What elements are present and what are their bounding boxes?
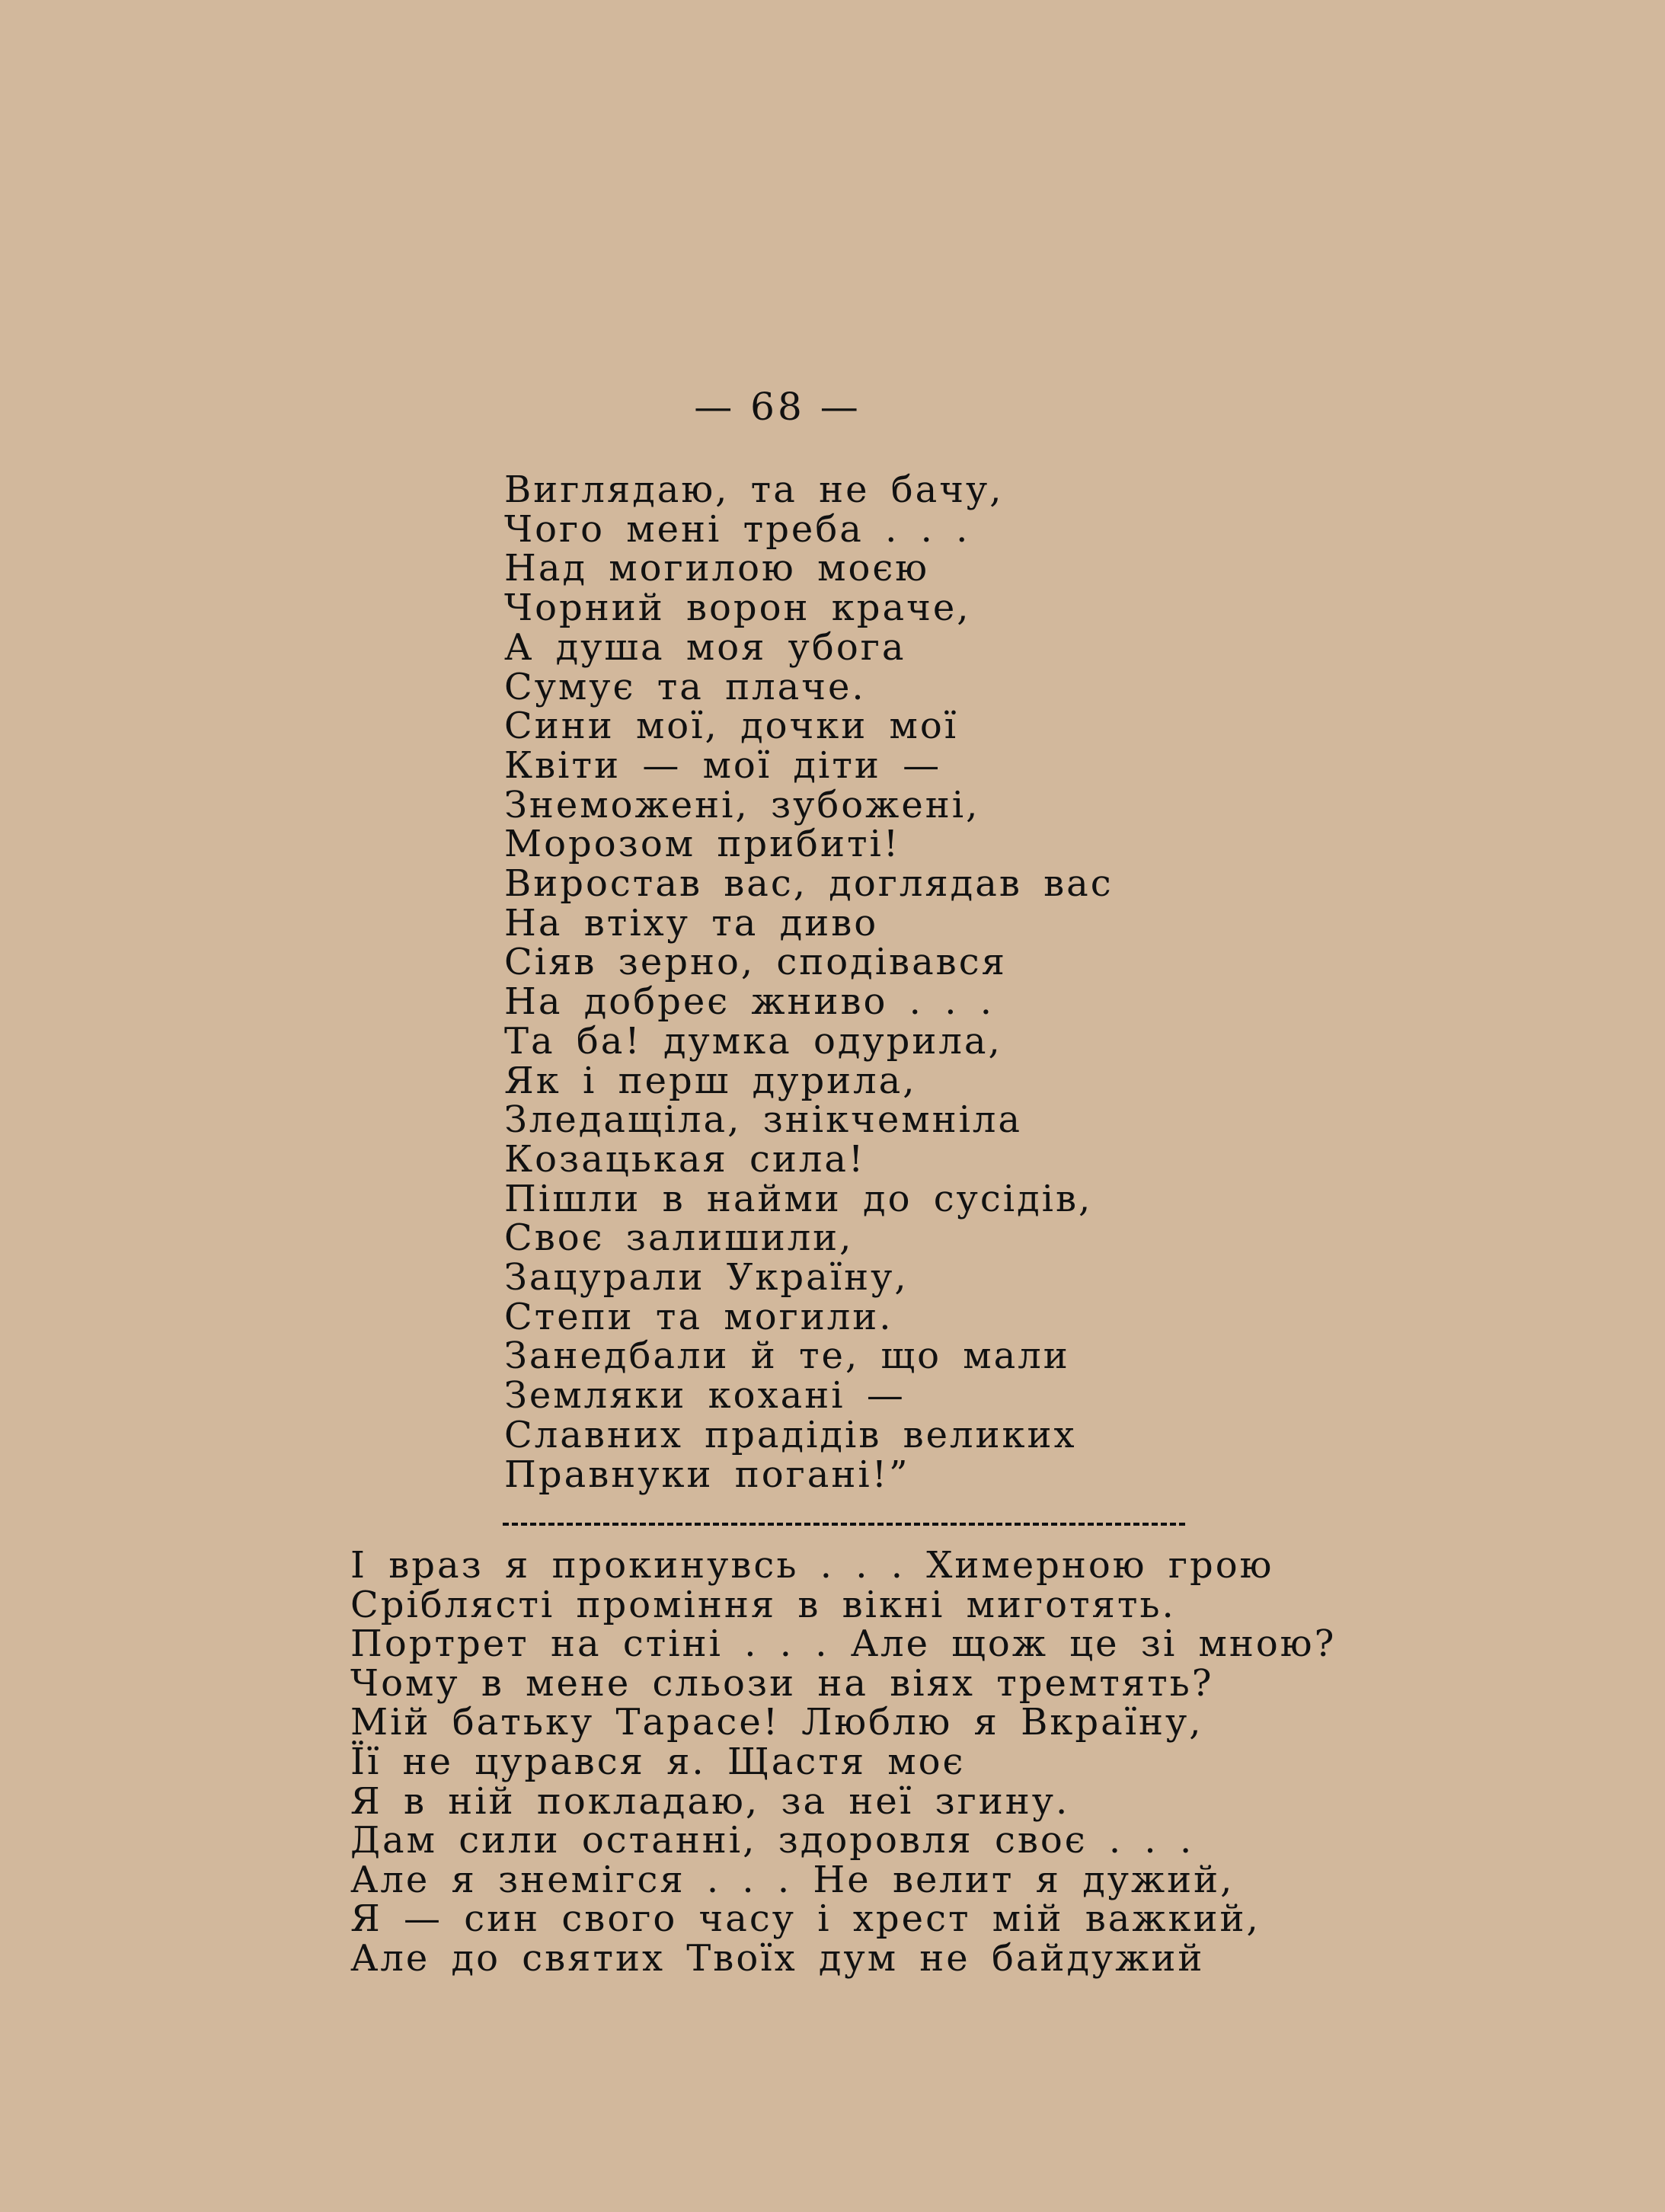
page-number: — 68 — [694, 385, 861, 429]
poem-line: На втіху та диво [504, 901, 879, 945]
poem-line: Та ба! думка одурила, [504, 1019, 1002, 1063]
poem-line: Пішли в найми до сусідів, [504, 1177, 1093, 1220]
poem-line: Над могилою моєю [504, 547, 930, 590]
poem-line: Морозом прибиті! [504, 823, 901, 866]
poem-line: Сумує та плаче. [504, 665, 866, 708]
poem-line: Сини мої, дочки мої [504, 705, 959, 748]
poem-line: Зледащіла, знікчемніла [504, 1098, 1023, 1142]
poem-line: Мій батьку Тарасе! Люблю я Вкраїну, [350, 1701, 1203, 1744]
poem-line: А душа моя убога [504, 625, 906, 669]
poem-line: Степи та могили. [504, 1295, 893, 1338]
poem-line: Правнуки погані!” [504, 1453, 910, 1496]
poem-line: Я в ній покладаю, за неї згину. [350, 1779, 1070, 1823]
poem-line: Але до святих Твоїх дум не байдужий [350, 1936, 1205, 1980]
poem-line: На добреє жниво . . . [504, 980, 994, 1024]
poem-line: Дам сили останні, здоровля своє . . . [350, 1819, 1194, 1862]
poem-line: Знеможені, зубожені, [504, 783, 980, 826]
poem-line: Земляки кохані — [504, 1374, 906, 1418]
poem-line: Славних прадідів великих [504, 1413, 1077, 1456]
poem-line: Виростав вас, доглядав вас [504, 862, 1114, 906]
poem-line: Я — син свого часу і хрест мій важкий, [350, 1897, 1261, 1941]
poem-line: Як і перш дурила, [504, 1059, 917, 1102]
poem-line: Сіяв зерно, сподівався [504, 941, 1007, 984]
poem-line: Але я знемігся . . . Не велит я дужий, [350, 1858, 1235, 1901]
poem-line: Своє залишили, [504, 1216, 854, 1260]
poem-stanza-one [504, 468, 1403, 1496]
poem-line: Чорний ворон краче, [504, 587, 971, 630]
poem-line: Квіти — мої діти — [504, 743, 942, 787]
poem-line: Козацькая сила! [504, 1137, 866, 1181]
section-divider [503, 1523, 1185, 1529]
poem-line: Зацурали Україну, [504, 1256, 909, 1299]
poem-line: Портрет на стіні . . . Але щож це зі мною? [350, 1622, 1337, 1666]
poem-stanza-two [350, 1546, 1645, 1979]
poem-line: І враз я прокинувсь . . . Химерною грою [350, 1544, 1274, 1587]
poem-line: Виглядаю, та не бачу, [504, 468, 1004, 511]
poem-line: Чому в мене сльози на віях тремтять? [350, 1661, 1214, 1705]
poem-line: Занедбали й те, що мали [504, 1335, 1070, 1378]
poem-line: Сріблясті проміння в вікні миготять. [350, 1583, 1176, 1626]
poem-line: Її не цурався я. Щастя моє [350, 1740, 966, 1783]
poem-line: Чого мені треба . . . [504, 507, 970, 551]
